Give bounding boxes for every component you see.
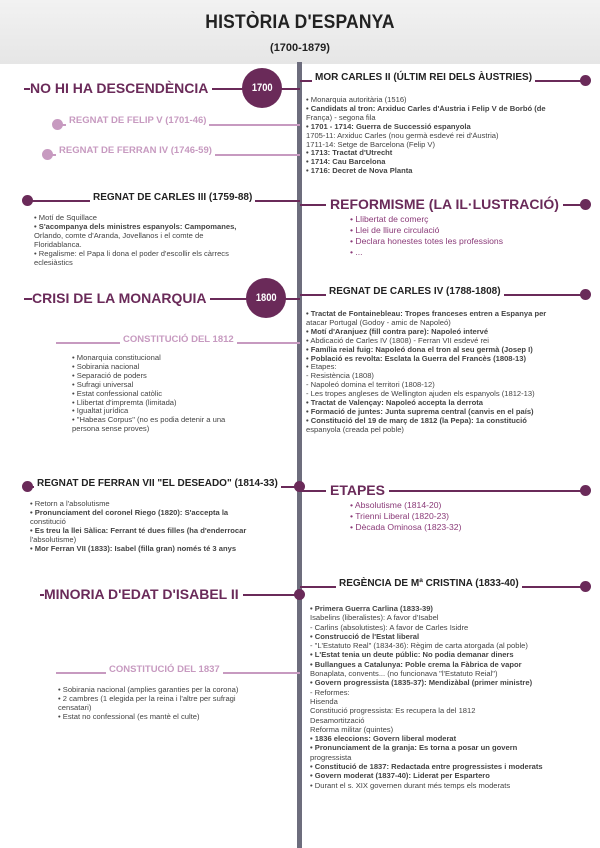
list-item: • 1714: Cau Barcelona [306, 158, 386, 167]
dot-carles4 [580, 289, 591, 300]
list-item: espanyola (creada pel poble) [306, 425, 404, 434]
list-item: França) - segona fila [306, 113, 376, 122]
list-item: • Pronunciament de la granja: Es torna a posar un govern [310, 743, 518, 753]
list-item: • Llei de lliure circulació [350, 225, 440, 235]
list-item: • Sobirania nacional (amplies garanties per la corona) [58, 686, 239, 694]
dot-carles3 [22, 195, 33, 206]
list-item: • ... [350, 247, 363, 257]
heading-ferran6: REGNAT DE FERRAN IV (1746-59) [56, 145, 215, 156]
list-item: - Resistència (1808) [306, 372, 374, 381]
list-item: • Es treu la llei Sàlica: Ferrant té dues filles (ha d'enderrocar [30, 526, 247, 535]
dot-felip5 [52, 119, 63, 130]
list-item: • Estat no confessional (es mantè el culte) [58, 712, 200, 721]
list-item: • 1716: Decret de Nova Planta [306, 167, 413, 176]
list-carles2 [306, 96, 591, 176]
year-1800-circle [246, 278, 286, 318]
list-item: • 1713: Tractat d'Utrecht [306, 149, 393, 158]
list-item: - Carlins (absolutistes): A favor de Carles Isidre [310, 622, 469, 632]
list-item: eclesiàstics [34, 258, 73, 267]
list-item: • Sufragi universal [72, 380, 134, 389]
list-item: • Retorn a l'absolutisme [30, 500, 110, 508]
list-item: - Napoleó domina el territori (1808-12) [306, 381, 435, 390]
list-item: • Separació de poders [72, 371, 147, 380]
list-item: • Primera Guerra Carlina (1833-39) [310, 604, 433, 613]
list-item: • Monarquia autoritària (1516) [306, 96, 407, 104]
list-constitucio1837 [58, 686, 294, 722]
list-item: • Govern moderat (1837-40): Liderat per Espartero [310, 771, 490, 781]
year-1800-label: 1800 [255, 292, 277, 304]
list-reformisme [350, 214, 503, 258]
dot-ferran7 [22, 481, 33, 492]
list-item: Hisenda [310, 696, 338, 706]
heading-no-descendencia: NO HI HA DESCENDÈNCIA [30, 80, 212, 96]
list-carles3 [34, 214, 292, 267]
heading-carles4: REGNAT DE CARLES IV (1788-1808) [326, 286, 504, 297]
list-item: • Declara honestes totes les professions [350, 236, 504, 246]
list-item: l'absolutisme) [30, 535, 77, 544]
list-item: • Trienni Liberal (1820-23) [350, 511, 450, 521]
list-item: • Bullangues a Catalunya: Poble crema la Fàbrica de vapor [310, 659, 522, 669]
dot-etapes [580, 485, 591, 496]
heading-reformisme: REFORMISME (LA IL·LUSTRACIÓ) [326, 196, 563, 212]
list-item: • Constitució del 19 de març de 1812 (la Pepa): 1a constitució [306, 416, 527, 425]
list-item: 1705-11: Arxiduc Carles (nou germà esdevé rei d'Àustria) [306, 131, 499, 140]
list-item: persona sense proves) [72, 425, 150, 434]
list-item: • Etapes: [306, 363, 337, 372]
list-item: • Població es revolta: Esclata la Guerra del Francès (1808-13) [306, 354, 527, 363]
list-item: • Tractat de Fontainebleau: Tropes franceses entren a Espanya per [306, 310, 547, 318]
dot-ferran6 [42, 149, 53, 160]
list-item: • Dècada Ominosa (1823-32) [350, 522, 462, 532]
list-item: • Tractat de Valençay: Napoleó accepta la derrota [306, 399, 483, 408]
list-regencia [310, 604, 592, 790]
list-item: • Formació de juntes: Junta suprema central (canvis en el país) [306, 407, 534, 416]
list-item: • Durant el s. XIX governen durant més temps els moderats [310, 780, 511, 790]
list-item: • 2 cambres (1 elegida per la reina i l'altre per sufragi [58, 694, 236, 703]
timeline-spine [297, 62, 302, 848]
list-ferran7 [30, 500, 292, 553]
list-item: • Govern progressista (1835-37): Mendizàbal (primer ministre) [310, 678, 533, 688]
list-item: • S'acompanya dels ministres espanyols: Campomanes, [34, 222, 237, 231]
list-item: • Abdicació de Carles IV (1808) - Ferran VII esdevé rei [306, 336, 489, 345]
list-item: • "Habeas Corpus" (no es podia detenir a una [72, 416, 226, 425]
heading-minoria: MINORIA D'EDAT D'ISABEL II [44, 586, 243, 602]
year-1700-circle [242, 68, 282, 108]
heading-ferran7: REGNAT DE FERRAN VII "EL DESEADO" (1814-33) [34, 478, 281, 489]
list-item: • Motí de Squillace [34, 214, 98, 222]
list-item: • Constitució de 1837: Redactada entre progressistes i moderats [310, 762, 543, 772]
list-item: Floridablanca. [34, 240, 82, 249]
list-item: • Regalisme: el Papa li dona el poder d'escollir els càrrecs [34, 249, 229, 258]
list-item: • 1701 - 1714: Guerra de Successió espanyola [306, 122, 471, 131]
list-item: • Motí d'Aranjuez (fill contra pare): Napoleó intervé [306, 327, 489, 336]
list-item: • Mor Ferran VII (1833): Isabel (filla gran) només té 3 anys [30, 544, 237, 553]
list-item: Reforma militar (quintes) [310, 724, 394, 734]
list-item: 1711-14: Setge de Barcelona (Felip V) [306, 140, 436, 149]
heading-felip5: REGNAT DE FELIP V (1701-46) [66, 115, 209, 126]
list-item: • Sobirania nacional [72, 362, 140, 371]
list-item: Desamortització [310, 715, 365, 725]
dot-reformisme [580, 199, 591, 210]
list-carles4 [306, 310, 591, 435]
list-item: - Reformes: [310, 687, 350, 697]
heading-regencia: REGÈNCIA DE Mª CRISTINA (1833-40) [336, 578, 522, 589]
list-item: • L'Estat tenia un deute públic: No podia demanar diners [310, 650, 514, 660]
list-item: • Igualtat jurídica [72, 407, 129, 416]
list-item: • Monarquia constitucional [72, 354, 161, 362]
heading-crisi: CRISI DE LA MONARQUIA [32, 290, 210, 306]
list-item: • Llibertat de comerç [350, 214, 429, 224]
list-item: • 1836 eleccions: Govern liberal moderat [310, 734, 457, 744]
heading-carles2: MOR CARLES II (ÚLTIM REI DELS ÀUSTRIES) [312, 72, 535, 83]
dot-carles2 [580, 75, 591, 86]
list-item: • Llibertat d'impremta (limitada) [72, 398, 177, 407]
list-item: • Família reial fuig: Napoleó dona el tron al seu germà (Josep I) [306, 345, 533, 354]
heading-etapes: ETAPES [326, 482, 389, 498]
list-item: Constitució progressista: Es recupera la del 1812 [310, 706, 476, 716]
list-etapes [350, 500, 461, 533]
list-constitucio1812 [72, 354, 294, 434]
list-item: Isabelins (liberalistes): A favor d'Isabel [310, 613, 439, 623]
list-item: Orlando, comte d'Aranda, Jovellanos i el comte de [34, 231, 204, 240]
list-item: • Absolutisme (1814-20) [350, 500, 442, 510]
list-item: • Pronunciament del coronel Riego (1820): S'accepta la [30, 508, 229, 517]
heading-constitucio1812: CONSTITUCIÓ DEL 1812 [120, 334, 237, 345]
list-item: • Construcció de l'Estat liberal [310, 631, 420, 641]
list-item: • Candidats al tron: Arxiduc Carles d'Àustria i Felip V de Borbó (de [306, 104, 546, 113]
page-title: HISTÒRIA D'ESPANYA [205, 12, 395, 33]
list-item: censatari) [58, 703, 92, 712]
list-item: progressista [310, 752, 352, 762]
list-item: Bonaplata, convents... (no funcionava "l'Estatuto Reial") [310, 669, 498, 679]
list-item: • Estat confessional catòlic [72, 389, 163, 398]
dot-regencia [580, 581, 591, 592]
list-item: - "L'Estatuto Real" (1834-36): Règim de carta atorgada (al poble) [310, 641, 528, 651]
year-1700-label: 1700 [251, 82, 273, 94]
list-item: constitució [30, 517, 66, 526]
page-subtitle: (1700-1879) [270, 42, 330, 54]
heading-constitucio1837: CONSTITUCIÓ DEL 1837 [106, 664, 223, 675]
heading-carles3: REGNAT DE CARLES III (1759-88) [90, 192, 255, 203]
list-item: atacar Portugal (Godoy - amic de Napoleó) [306, 318, 451, 327]
dot-spine-minoria [294, 589, 305, 600]
list-item: - Les tropes angleses de Wellington ajuden els espanyols (1812-13) [306, 390, 535, 399]
